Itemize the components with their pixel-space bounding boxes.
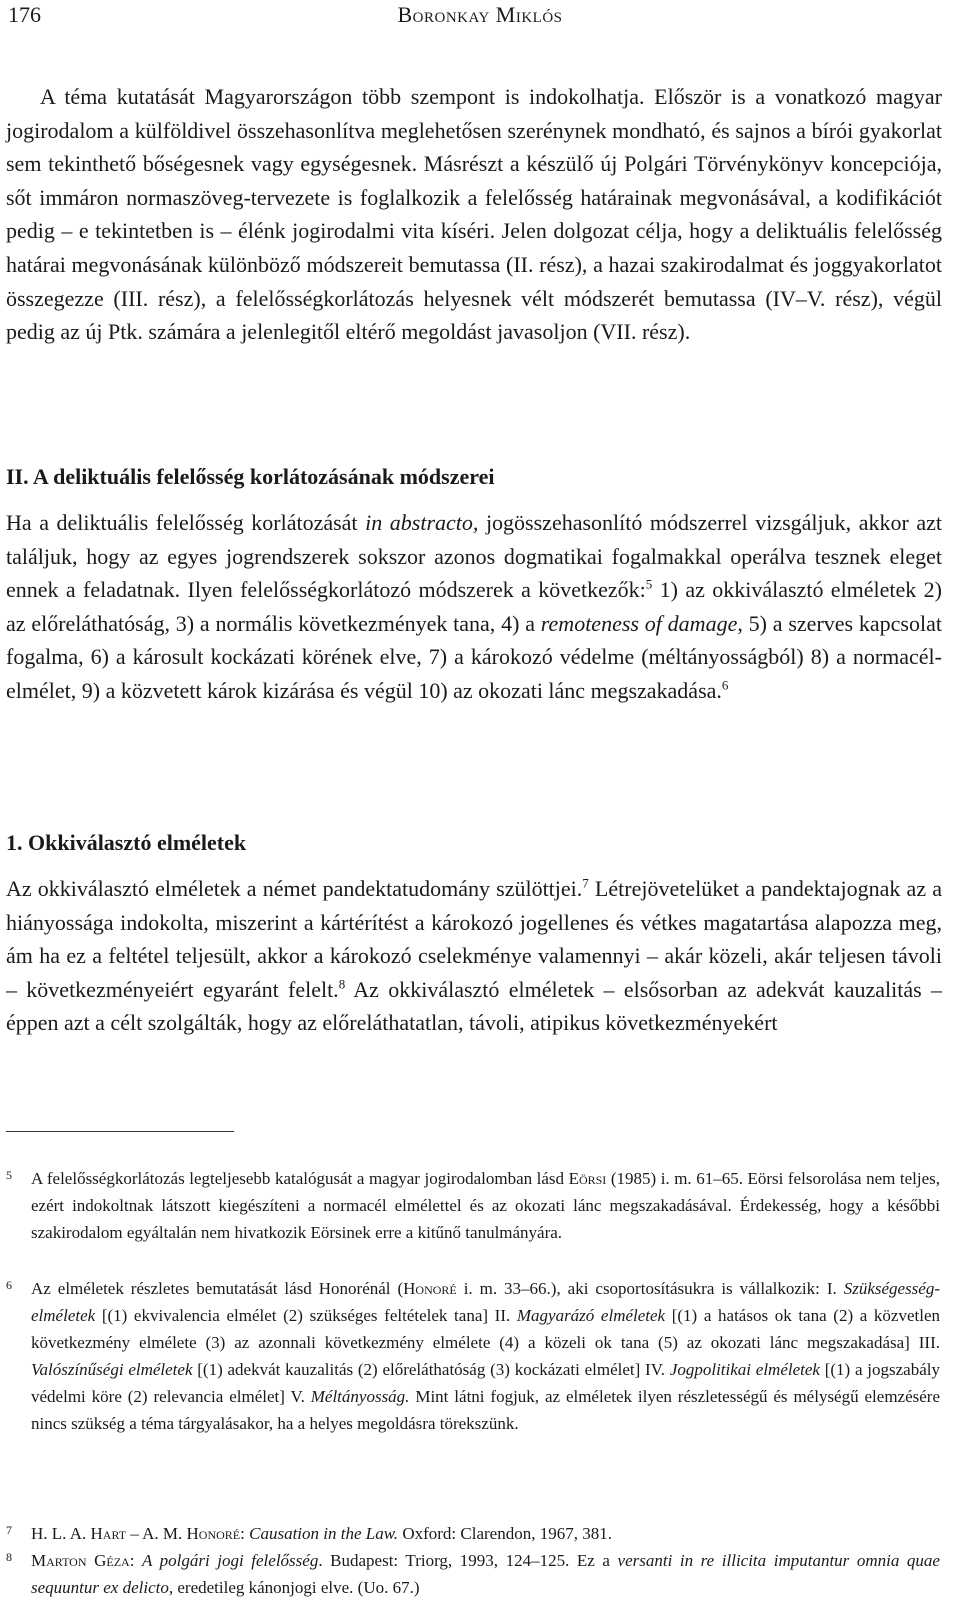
footnote-6: 6 Az elméletek részletes bemutatását lásd Honorénál (Honoré i. m. 33–66.), aki csoportosításukra is vállalkozik: I. Szükségesség-elméletek [(1) ekvivalencia elmélet (2) szükséges feltételek tana] II. Magyarázó elméletek [(1) a hatásos ok tana (2) a közvetlen következmény elmélete (3) az azonnali következmény elmélete (4) a közeli ok tana (5) az okozati lánc megszakadása] III. Valószínűségi elméletek [(1) adekvát kauzalitás (2) előreláthatóság (3) kockázati elmélet] IV. Jogpolitikai elméletek [(1) a jogszabály védelmi köre (2) relevancia elmélet] V. Méltányosság. Mint látni fogjuk, az elméletek ilyen részletességű és mélységű elemzésére nincs szükség a téma tárgyalásakor, ha a helyes megoldásra törekszünk. — [6, 1278, 941, 1433]
footnote-7: 7 H. L. A. Hart – A. M. Honoré: Causation in the Law. Oxford: Clarendon, 1967, 381. — [6, 1523, 612, 1543]
section-paragraph: Ha a deliktuális felelősség korlátozását in abstracto, jogösszehasonlító módszerrel vizsgáljuk, akkor azt találjuk, hogy az egyes jogrendszerek sokszor azonos dogmatikai fogalmakkal operálva tesznek eleget ennek a feladatnak. Ilyen felelősségkorlátozó módszerek a következők:$^5$ 1) az okkiválasztó elméletek 2) az előreláthatóság, 3) a normális következmények tana, 4) a remoteness of damage, 5) a szerves kapcsolat fogalma, 6) a károsult kockázati körének elve, 7) a károkozó védelme (méltányosságból) 8) a normacél-elmélet, 9) a közvetett károk kizárása és végül 10) az okozati lánc megszakadása.$^6$ — [6, 510, 943, 703]
footnote-ref: 8 — [338, 976, 346, 992]
subsection-heading: 1. Okkiválasztó elméletek — [6, 830, 247, 855]
subsection-paragraph: Az okkiválasztó elméletek a német pandektatudomány szülöttjei.$^7$ Létrejövetelüket a pandektajognak az a hiányossága indokolta, miszerint a kártérítést a károkozó jogellenes és vétkes magatartása alapozza meg, ám ha ez a feltétel teljesült, akkor a károkozó cselekménye valamennyi – akár közeli, akár teljesen távoli – következményeiért egyaránt felelt.$^8$ Az okkiválasztó elméletek – elsősorban az adekvát kauzalitás – éppen azt a célt szolgálták, hogy az előreláthatatlan, távoli, atipikus következményekért — [6, 875, 942, 1036]
footnote-8: 8 Marton Géza: A polgári jogi felelősség. Budapest: Triorg, 1993, 124–125. Ez a versanti in re illicita imputantur omnia quae sequuntur ex delicto, eredetileg kánonjogi elve. (Uo. 67.) — [6, 1550, 940, 1597]
intro-paragraph: A téma kutatását Magyarországon több szempont is indokolhatja. Először is a vonatkozó magyar jogirodalom a külföldivel összehasonlítva meglehetősen szerénynek mondható, és sajnos a bírói gyakorlat sem tekinthető bőségesnek vagy egységesnek. Másrészt a készülő új Polgári Törvénykönyv koncepciója, sőt immáron normaszöveg-tervezete is foglalkozik a felelősség határainak megvonásával, a kodifikációt pedig – e tekintetben is – élénk jogirodalmi vita kíséri. Jelen dolgozat célja, hogy a deliktuális felelősség határai megvonásának különböző módszereit bemutassa (II. rész), a hazai szakirodalmat és joggyakorlatot összegezze (III. rész), a felelősségkorlátozás helyesnek vélt módszerét bemutassa (IV–V. rész), végül pedig az új Ptk. számára a jelenlegitől eltérő megoldást javasoljon (VII. rész). — [6, 84, 942, 345]
footnote-ref: 5 — [645, 576, 653, 592]
page-header — [8, 2, 952, 32]
footnote-ref: 6 — [721, 677, 729, 693]
footnote-divider — [6, 1131, 234, 1132]
running-head: Boronkay Miklós — [397, 2, 563, 27]
page-number: 176 — [8, 2, 41, 27]
footnote-ref: 7 — [582, 875, 589, 891]
section-heading: II. A deliktuális felelősség korlátozásának módszerei — [6, 464, 495, 489]
footnote-5: 5 A felelősségkorlátozás legteljesebb katalógusát a magyar jogirodalomban lásd Eörsi (1985) i. m. 61–65. Eörsi felsorolása nem teljes, ezért indokoltnak látszott kiegészíteni a normacél elmélettel és az okozati lánc megszakadásával. Érdekesség, hogy a későbbi szakirodalom egyáltalán nem hivatkozik Eörsinek erre a kitűnő tanulmányára. — [6, 1168, 940, 1242]
